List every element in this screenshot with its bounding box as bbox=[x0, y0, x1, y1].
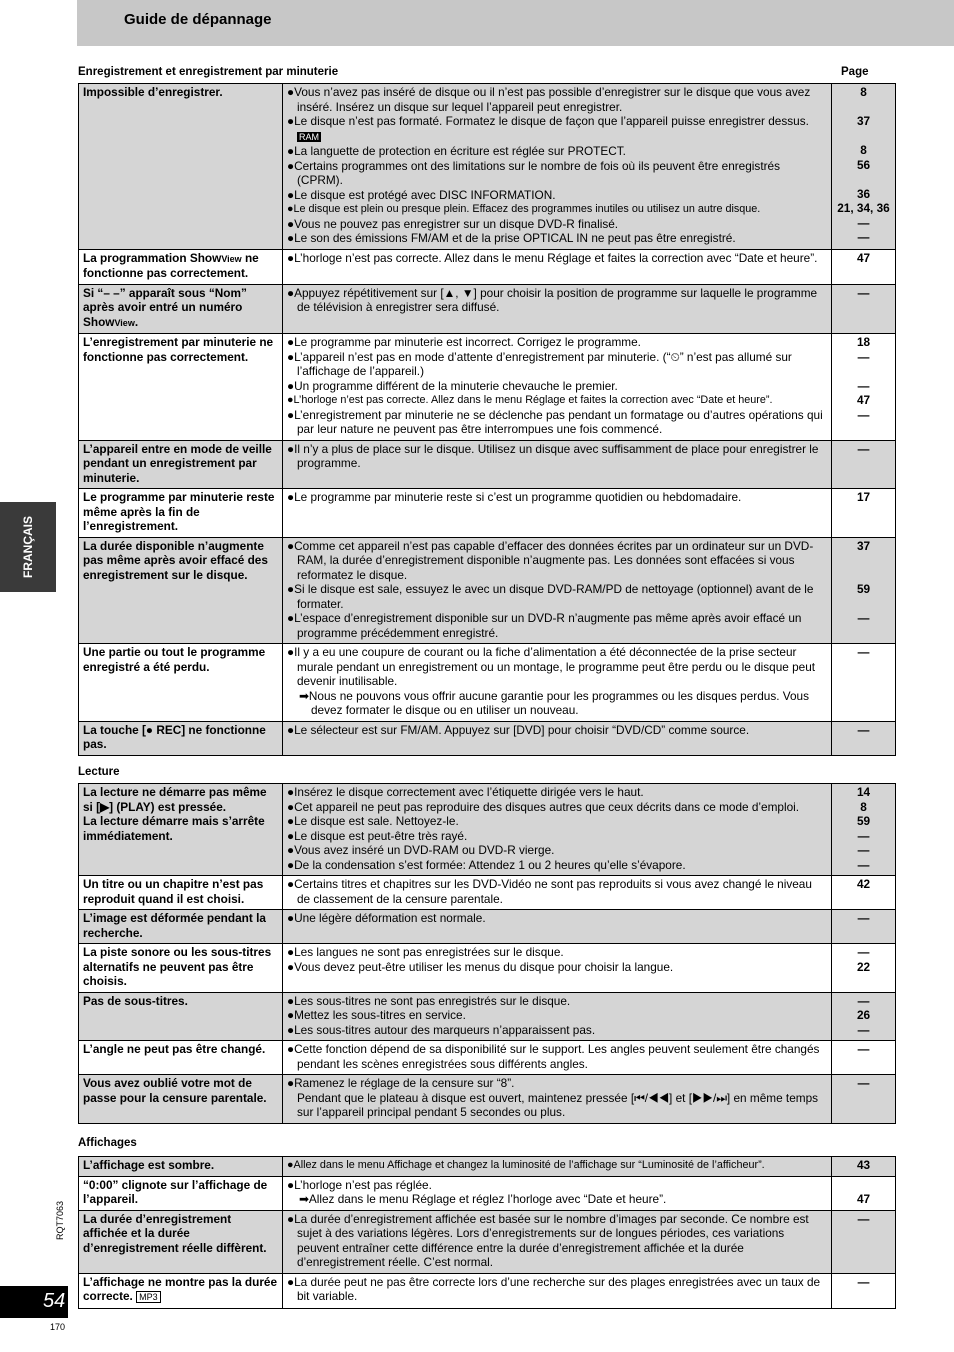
table-row bbox=[79, 721, 896, 755]
cause-cell: ●Insérez le disque correctement avec l’étiquette dirigée vers le haut. ●Cet appareil ne peut pas reproduire des disques autres que ceux décrits dans ce mode d’emploi. ●Le disque est sale. Nettoyez-le. ●Le disque est peut-être très rayé. ●Vous avez inséré un DVD-RAM ou DVD-R vierge. ●De la condensation s’est formée: Attendez 1 ou 2 heures qu’elle s’évapore. bbox=[283, 784, 832, 876]
problem-cell: Un titre ou un chapitre n’est pas reproduit quand il est choisi. bbox=[79, 876, 283, 910]
table-row bbox=[79, 992, 896, 1041]
page-cell: — bbox=[832, 284, 896, 334]
problem-cell: La programmation ShowView ne fonctionne pas correctement. bbox=[79, 249, 283, 284]
table-row bbox=[79, 1075, 896, 1124]
page-cell: — bbox=[832, 1075, 896, 1124]
page-cell: — bbox=[832, 1273, 896, 1308]
cause-cell: ●La durée peut ne pas être correcte lors d’une recherche sur des plages enregistrées avec un taux de bit variable. bbox=[283, 1273, 832, 1308]
problem-cell: La piste sonore ou les sous-titres alternatifs ne peuvent pas être choisis. bbox=[79, 944, 283, 993]
problem-cell: La durée disponible n’augmente pas même après avoir effacé des enregistrement sur le disque. bbox=[79, 537, 283, 644]
problem-cell: La lecture ne démarre pas même si [▶] (PLAY) est pressée. La lecture démarre mais s’arrête immédiatement. bbox=[79, 784, 283, 876]
table-row bbox=[79, 334, 896, 441]
problem-cell: L’appareil entre en mode de veille pendant un enregistrement par minuterie. bbox=[79, 440, 283, 489]
problem-cell: L’affichage ne montre pas la durée correcte. MP3 bbox=[79, 1273, 283, 1308]
cause-cell: ●Comme cet appareil n’est pas capable d’effacer des données écrites par un ordinateur sur un DVD-RAM, la durée d’enregistrement disponible n’augmente pas. Les données sont effacées si vous reformatez le disque. ●Si le disque est sale, essuyez le avec un disque DVD-RAM/PD de nettoyage (optionnel) avant de le formater. ●L’espace d’enregistrement disponible sur un DVD-R n’augmente pas même après avoir effacé un programme précédemment enregistré. bbox=[283, 537, 832, 644]
table-row bbox=[79, 784, 896, 876]
table-row bbox=[79, 1210, 896, 1273]
page-cell: — bbox=[832, 1041, 896, 1075]
page-cell: 47 bbox=[832, 249, 896, 284]
cause-cell: ●Le programme par minuterie est incorrect. Corrigez le programme. ●L’appareil n’est pas en mode d’attente d’enregistrement par minuterie. (“⏲” n’est pas allumé sur l’affichage de l’appareil.) ●Un programme différent de la minuterie chevauche le premier. ●L’horloge n’est pas correcte. Allez dans le menu Réglage et faites la correction avec “Date et heure”. ●L’enregistrement par minuterie ne se déclenche pas pendant un formatage ou d’autres opérations qui par leur nature ne peuvent pas être interrompues une fois commencé. bbox=[283, 334, 832, 441]
page-cell: 43 bbox=[832, 1157, 896, 1177]
page-number-box bbox=[0, 1286, 68, 1318]
table-row bbox=[79, 489, 896, 538]
cause-cell: ●Il y a eu une coupure de courant ou la fiche d’alimentation a été déconnectée de la prise secteur murale pendant un enregistrement ou un montage, le programme peut être perdu ou le disque peut devenir inutilisable. ➡Nous ne pouvons vous offrir aucune garantie pour les programmes ou les disques perdus. Vous devez formater le disque ou en utiliser un nouveau. bbox=[283, 644, 832, 722]
mp3-badge: MP3 bbox=[136, 1291, 161, 1303]
cause-cell: ●Vous n’avez pas inséré de disque ou il n’est pas possible d’enregistrer sur le disque que vous avez inséré. Insérez un disque sur lequel l’appareil peut enregistrer. ●Le disque n’est pas formaté. Formatez le disque de façon que l’appareil puisse enregistrer dessus. RAM ●La languette de protection en écriture est réglée sur PROTECT. ●Certains programmes ont des limitations sur le nombre de fois où ils peuvent être enregistrés (CPRM). ●Le disque est protégé avec DISC INFORMATION. ●Le disque est plein ou presque plein. Effacez des programmes inutiles ou utilisez un autre disque. ●Vous ne pouvez pas enregistrer sur un disque DVD-R finalisé. ●Le son des émissions FM/AM et de la prise OPTICAL IN ne peut pas être enregistré. bbox=[283, 84, 832, 250]
problem-cell: La durée d’enregistrement affichée et la durée d’enregistrement réelle diffèrent. bbox=[79, 1210, 283, 1273]
page-cell: — bbox=[832, 721, 896, 755]
cause-cell: ●Cette fonction dépend de sa disponibilité sur le support. Les angles peuvent seulement être changés pendant les scènes enregistrées sous différents angles. bbox=[283, 1041, 832, 1075]
section-title-playback: Lecture bbox=[78, 766, 120, 778]
cause-cell: ●Le sélecteur est sur FM/AM. Appuyez sur [DVD] pour choisir “DVD/CD” comme source. bbox=[283, 721, 832, 755]
page-column-label: Page bbox=[841, 66, 869, 78]
table-playback bbox=[78, 783, 896, 1124]
section-title-displays: Affichages bbox=[78, 1137, 137, 1149]
page-cell: — bbox=[832, 644, 896, 722]
table-row bbox=[79, 1041, 896, 1075]
page-cell: — bbox=[832, 1210, 896, 1273]
problem-cell: L’image est déformée pendant la recherche. bbox=[79, 910, 283, 944]
table-row bbox=[79, 644, 896, 722]
table-row bbox=[79, 249, 896, 284]
section-title-recording: Enregistrement et enregistrement par minuterie bbox=[78, 66, 339, 78]
problem-cell: Vous avez oublié votre mot de passe pour la censure parentale. bbox=[79, 1075, 283, 1124]
page-cell: 18 — — 47 — bbox=[832, 334, 896, 441]
problem-cell: L’affichage est sombre. bbox=[79, 1157, 283, 1177]
cause-cell: ●L’horloge n’est pas correcte. Allez dans le menu Réglage et faites la correction avec “Date et heure”. bbox=[283, 249, 832, 284]
page-cell: 37 59 — bbox=[832, 537, 896, 644]
sheet-number: 170 bbox=[50, 1322, 66, 1332]
page-cell: — bbox=[832, 440, 896, 489]
problem-cell: “0:00” clignote sur l’affichage de l’appareil. bbox=[79, 1176, 283, 1210]
problem-cell: Si “– –” apparaît sous “Nom” après avoir entré un numéro ShowView. bbox=[79, 284, 283, 334]
table-displays bbox=[78, 1156, 896, 1309]
cause-cell: ●L’horloge n’est pas réglée. ➡Allez dans le menu Réglage et réglez l’horloge avec “Date et heure”. bbox=[283, 1176, 832, 1210]
page-title: Guide de dépannage bbox=[124, 11, 272, 28]
cause-cell: ●La durée d’enregistrement affichée est basée sur le nombre d’images par seconde. Ce nombre est sujet à des variations légères. Lors d’enregistrements sur de longues périodes, ces variations peuvent entraîner cette différence entre la durée d’enregistrement affichée et la durée d’enregistrement réelle. C’est normal. bbox=[283, 1210, 832, 1273]
cause-cell: ●Le programme par minuterie reste si c’est un programme quotidien ou hebdomadaire. bbox=[283, 489, 832, 538]
cause-cell: ●Les langues ne sont pas enregistrées sur le disque. ●Vous devez peut-être utiliser les menus du disque pour choisir la langue. bbox=[283, 944, 832, 993]
cause-cell: ●Appuyez répétitivement sur [▲, ▼] pour choisir la position de programme sur laquelle le programme de télévision à enregistrer sera diffusé. bbox=[283, 284, 832, 334]
problem-cell: L’angle ne peut pas être changé. bbox=[79, 1041, 283, 1075]
cause-cell: ●Une légère déformation est normale. bbox=[283, 910, 832, 944]
table-row bbox=[79, 440, 896, 489]
table-row bbox=[79, 84, 896, 250]
problem-cell: Impossible d’enregistrer. bbox=[79, 84, 283, 250]
table-row bbox=[79, 1273, 896, 1308]
document-code: RQT7063 bbox=[55, 1200, 65, 1240]
table-recording bbox=[78, 83, 896, 756]
language-tab bbox=[0, 502, 56, 592]
cause-cell: ●Allez dans le menu Affichage et changez la luminosité de l’affichage sur “Luminosité de l’afficheur”. bbox=[283, 1157, 832, 1177]
problem-cell: Pas de sous-titres. bbox=[79, 992, 283, 1041]
table-row bbox=[79, 876, 896, 910]
page-cell: 47 bbox=[832, 1176, 896, 1210]
problem-cell: La touche [● REC] ne fonctionne pas. bbox=[79, 721, 283, 755]
problem-cell: Une partie ou tout le programme enregistré a été perdu. bbox=[79, 644, 283, 722]
page-cell: 42 bbox=[832, 876, 896, 910]
cause-cell: ●Il n’y a plus de place sur le disque. Utilisez un disque avec suffisamment de place pour enregistrer le programme. bbox=[283, 440, 832, 489]
problem-cell: L’enregistrement par minuterie ne fonctionne pas correctement. bbox=[79, 334, 283, 441]
page-cell: — bbox=[832, 910, 896, 944]
page-cell: 14 8 59 — — — bbox=[832, 784, 896, 876]
page-cell: — 22 bbox=[832, 944, 896, 993]
table-row bbox=[79, 284, 896, 334]
page-cell: — 26 — bbox=[832, 992, 896, 1041]
table-row bbox=[79, 910, 896, 944]
language-tab-label: FRANÇAIS bbox=[21, 516, 35, 578]
cause-cell: ●Ramenez le réglage de la censure sur “8”. Pendant que le plateau à disque est ouvert, maintenez pressée [⏮/◀◀] et [▶▶/⏭] en même temps sur l’appareil principal pendant 5 secondes ou plus. bbox=[283, 1075, 832, 1124]
table-row bbox=[79, 1157, 896, 1177]
page-number: 54 bbox=[43, 1290, 66, 1312]
page-cell: 17 bbox=[832, 489, 896, 538]
problem-cell: Le programme par minuterie reste même après la fin de l’enregistrement. bbox=[79, 489, 283, 538]
table-row bbox=[79, 537, 896, 644]
table-row bbox=[79, 1176, 896, 1210]
cause-cell: ●Certains titres et chapitres sur les DVD-Vidéo ne sont pas reproduits si vous avez changé le niveau de classement de la censure parentale. bbox=[283, 876, 832, 910]
page-header bbox=[77, 0, 954, 46]
table-row bbox=[79, 944, 896, 993]
ram-badge: RAM bbox=[299, 131, 319, 142]
cause-cell: ●Les sous-titres ne sont pas enregistrés sur le disque. ●Mettez les sous-titres en service. ●Les sous-titres autour des marqueurs n’apparaissent pas. bbox=[283, 992, 832, 1041]
page-cell: 8 37 8 56 36 21, 34, 36 — — bbox=[832, 84, 896, 250]
